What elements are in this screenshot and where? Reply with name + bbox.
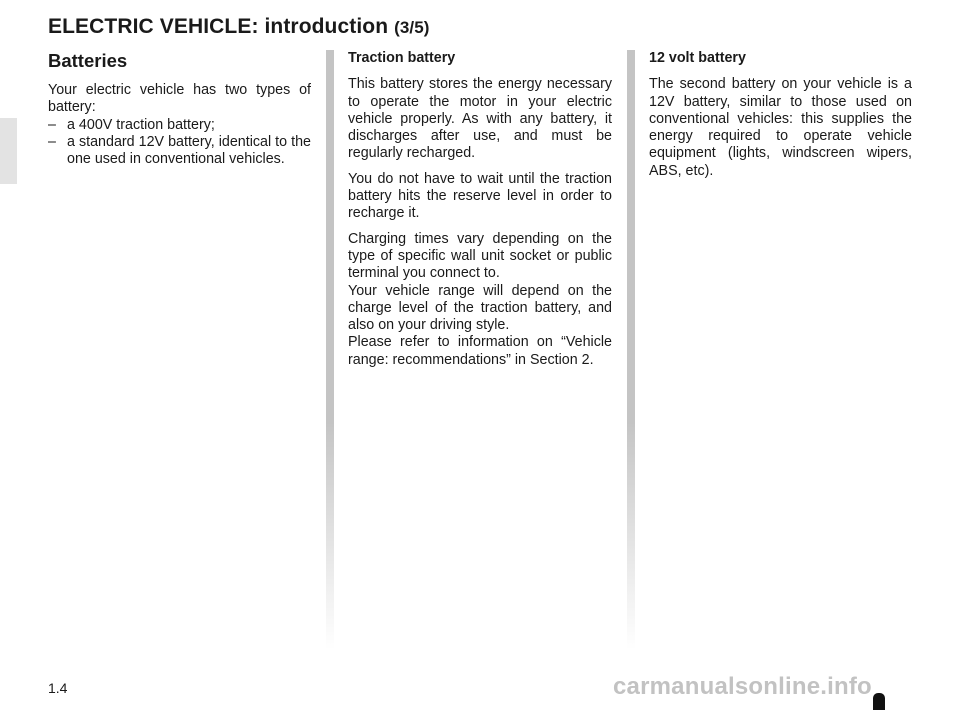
column-divider-left (326, 50, 334, 650)
vehicle-range-paragraph: Your vehicle range will depend on the charge level of the traction battery, and also on your driving style. (348, 282, 612, 334)
list-item: – a 400V traction battery; (48, 117, 311, 134)
column-traction-battery (348, 50, 612, 369)
section-reference-paragraph: Please refer to information on “Vehicle range: recommendations” in Section 2. (348, 334, 612, 368)
page-number: 1.4 (48, 680, 68, 696)
page-title-text: ELECTRIC VEHICLE: introduction (48, 15, 389, 38)
page-title (48, 15, 430, 39)
traction-battery-paragraph: This battery stores the energy necessary to operate the motor in your electric vehicle properly. As with any battery, it discharges after use, and must be regularly recharged. (348, 76, 612, 162)
list-item: – a standard 12V battery, identical to the one used in conventional vehicles. (48, 134, 311, 169)
page-corner-mark (873, 693, 885, 710)
column-batteries (48, 50, 311, 168)
12v-battery-heading: 12 volt battery (649, 50, 746, 66)
charging-times-paragraph: Charging times vary depending on the type of specific wall unit socket or public terminal you connect to. (348, 230, 612, 282)
column-divider-right (627, 50, 635, 650)
watermark: carmanualsonline.info (613, 673, 872, 700)
battery-types-list (48, 117, 311, 169)
batteries-intro: Your electric vehicle has two types of battery: (48, 82, 311, 116)
traction-battery-heading: Traction battery (348, 50, 456, 66)
page-part-indicator: (3/5) (394, 18, 430, 37)
section-tab (0, 118, 17, 184)
recharge-paragraph: You do not have to wait until the traction battery hits the reserve level in order to recharge it. (348, 170, 612, 222)
section-heading-batteries: Batteries (48, 50, 128, 71)
column-12-volt-battery (649, 50, 912, 188)
12v-battery-paragraph: The second battery on your vehicle is a 12V battery, similar to those used on conventional vehicles: this supplies the energy required to operate vehicle equipment (lights, windscreen wipers, ABS, etc). (649, 76, 912, 179)
